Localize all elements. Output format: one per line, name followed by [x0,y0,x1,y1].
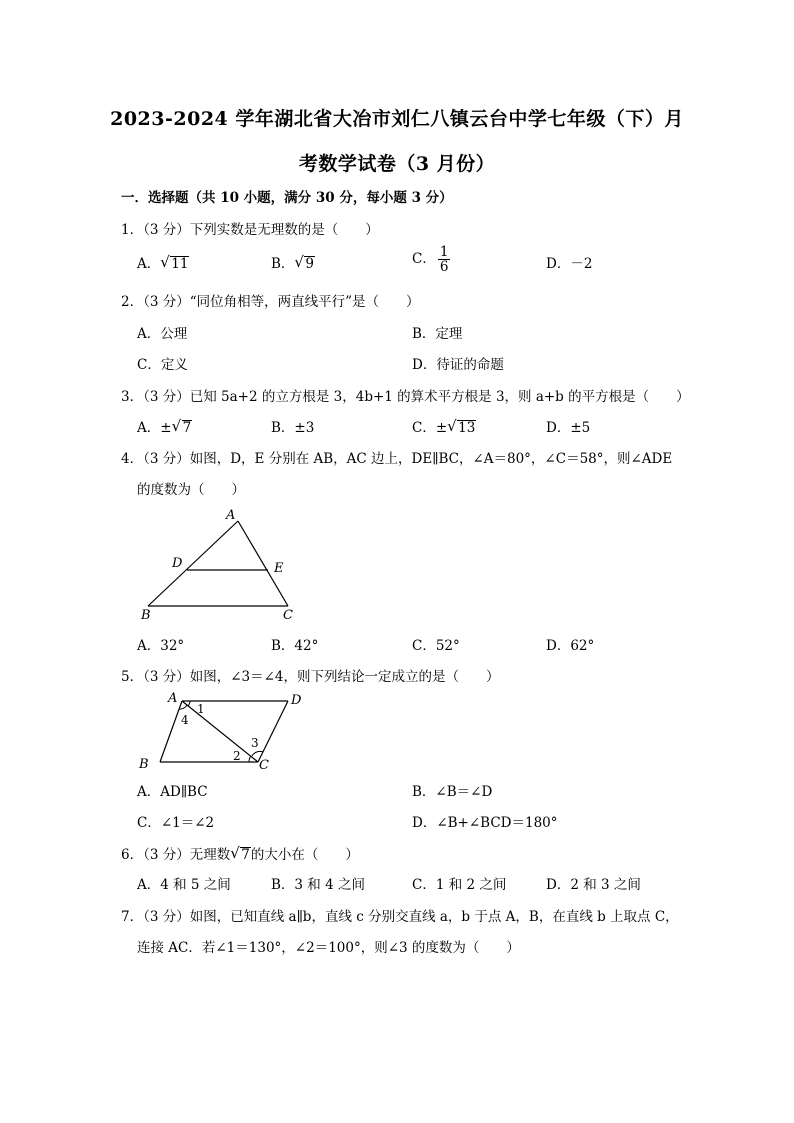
label-c: C [283,608,293,623]
radicand: 9 [305,256,315,272]
question-stem: （3 分）“同位角相等，两直线平行”是（ ） [143,294,420,310]
q3-option-c [412,416,476,436]
question-number: 7． [121,909,144,925]
question-stem: （3 分）如图，D，E 分别在 AB，AC 边上，DE∥BC，∠A＝80°，∠C＝58°，则∠ADE [143,451,673,467]
q2-option-b: B．定理 [412,326,463,342]
sqrt-symbol: √ 9 [294,253,315,272]
label-b: B [141,608,151,623]
question-7-stem-cont: 连接 AC．若∠1＝130°，∠2＝100°，则∠3 的度数为（ ） [137,940,520,956]
option-label: A．± [137,420,172,436]
diagonal-ac [182,701,258,762]
label-a: A [168,691,178,706]
question-7 [121,905,679,925]
label-a: A [226,508,236,523]
q2-option-a: A．公理 [137,326,188,342]
q6-option-d: D．2 和 3 之间 [546,877,641,893]
question-number: 5． [121,669,144,685]
question-2 [121,290,420,310]
sqrt-symbol: √ 7 [230,844,250,863]
q2-option-c: C．定义 [137,357,188,373]
q5-option-b: B．∠B＝∠D [412,784,493,800]
edge-dc [258,701,288,762]
q3-option-a [137,416,192,436]
question-4-stem-cont: 的度数为（ ） [137,482,245,498]
edge-ab [160,701,182,762]
question-stem: （3 分）如图，已知直线 a∥b，直线 c 分别交直线 a，b 于点 A，B，在直线 b 上取点 C， [143,909,679,925]
label-e: E [274,561,284,576]
question-number: 4． [121,451,144,467]
angle-arc-2 [249,756,251,762]
question-stem-post: 的大小在（ ） [250,847,359,863]
q1-option-d: D．－2 [546,256,593,272]
angle-label-1: 1 [197,702,205,716]
sqrt-symbol: √ 13 [447,417,476,436]
q1-option-b [271,252,315,272]
denominator: 6 [439,259,449,275]
question-stem: （3 分）如图，∠3＝∠4，则下列结论一定成立的是（ ） [143,669,500,685]
radicand: 7 [241,847,250,863]
angle-label-3: 3 [251,736,259,750]
question-stem: （3 分）下列实数是无理数的是（ ） [143,222,379,238]
question-6 [121,843,359,863]
parallelogram-figure [136,690,316,775]
label-c: C [259,758,269,773]
section-heading: 一．选择题（共 10 小题，满分 30 分，每小题 3 分） [121,190,453,206]
sqrt-symbol: √ 7 [171,417,192,436]
question-number: 2． [121,294,144,310]
question-number: 1． [121,222,144,238]
label-d: D [172,556,183,571]
radicand: 7 [182,420,192,436]
question-number: 3． [121,389,144,405]
option-label: B． [271,256,295,272]
exam-title-line2: 考数学试卷（3 月份） [298,153,496,175]
label-b: B [139,757,149,772]
radicand: 11 [171,256,189,272]
question-stem-pre: （3 分）无理数 [143,847,231,863]
triangle-figure [136,505,306,625]
q4-option-c: C．52° [412,638,460,654]
label-d: D [291,693,302,708]
edge-ab [148,521,238,606]
fraction [438,245,451,274]
q5-option-c: C．∠1＝∠2 [137,815,215,831]
angle-label-4: 4 [181,713,189,727]
q6-option-b: B．3 和 4 之间 [271,877,365,893]
q5-option-a: A．AD∥BC [137,784,208,800]
question-1 [121,218,379,238]
q2-option-d: D．待证的命题 [412,357,504,373]
option-label: C． [412,251,436,267]
option-label: C．± [412,420,448,436]
q5-option-d: D．∠B+∠BCD＝180° [412,815,558,831]
numerator: 1 [439,244,449,260]
sqrt-symbol: √ 11 [160,253,189,272]
q1-option-a [137,252,189,272]
radicand: 13 [458,420,476,436]
q3-option-d: D．±5 [546,420,591,436]
q4-option-d: D．62° [546,638,595,654]
question-number: 6． [121,847,144,863]
question-5 [121,665,500,685]
question-4 [121,447,672,467]
question-stem: （3 分）已知 5a+2 的立方根是 3，4b+1 的算术平方根是 3，则 a+b 的平方根是（ ） [143,389,690,405]
angle-arc-1 [188,701,190,706]
q6-option-a: A．4 和 5 之间 [137,877,231,893]
question-3 [121,385,690,405]
exam-title-line1: 2023-2024 学年湖北省大冶市刘仁八镇云台中学七年级（下）月 [110,108,684,130]
q3-option-b: B．±3 [271,420,315,436]
q1-option-c [412,245,450,274]
q4-option-b: B．42° [271,638,319,654]
angle-label-2: 2 [233,749,241,763]
q6-option-c: C．1 和 2 之间 [412,877,507,893]
q4-option-a: A．32° [137,638,185,654]
option-label: A． [137,256,161,272]
